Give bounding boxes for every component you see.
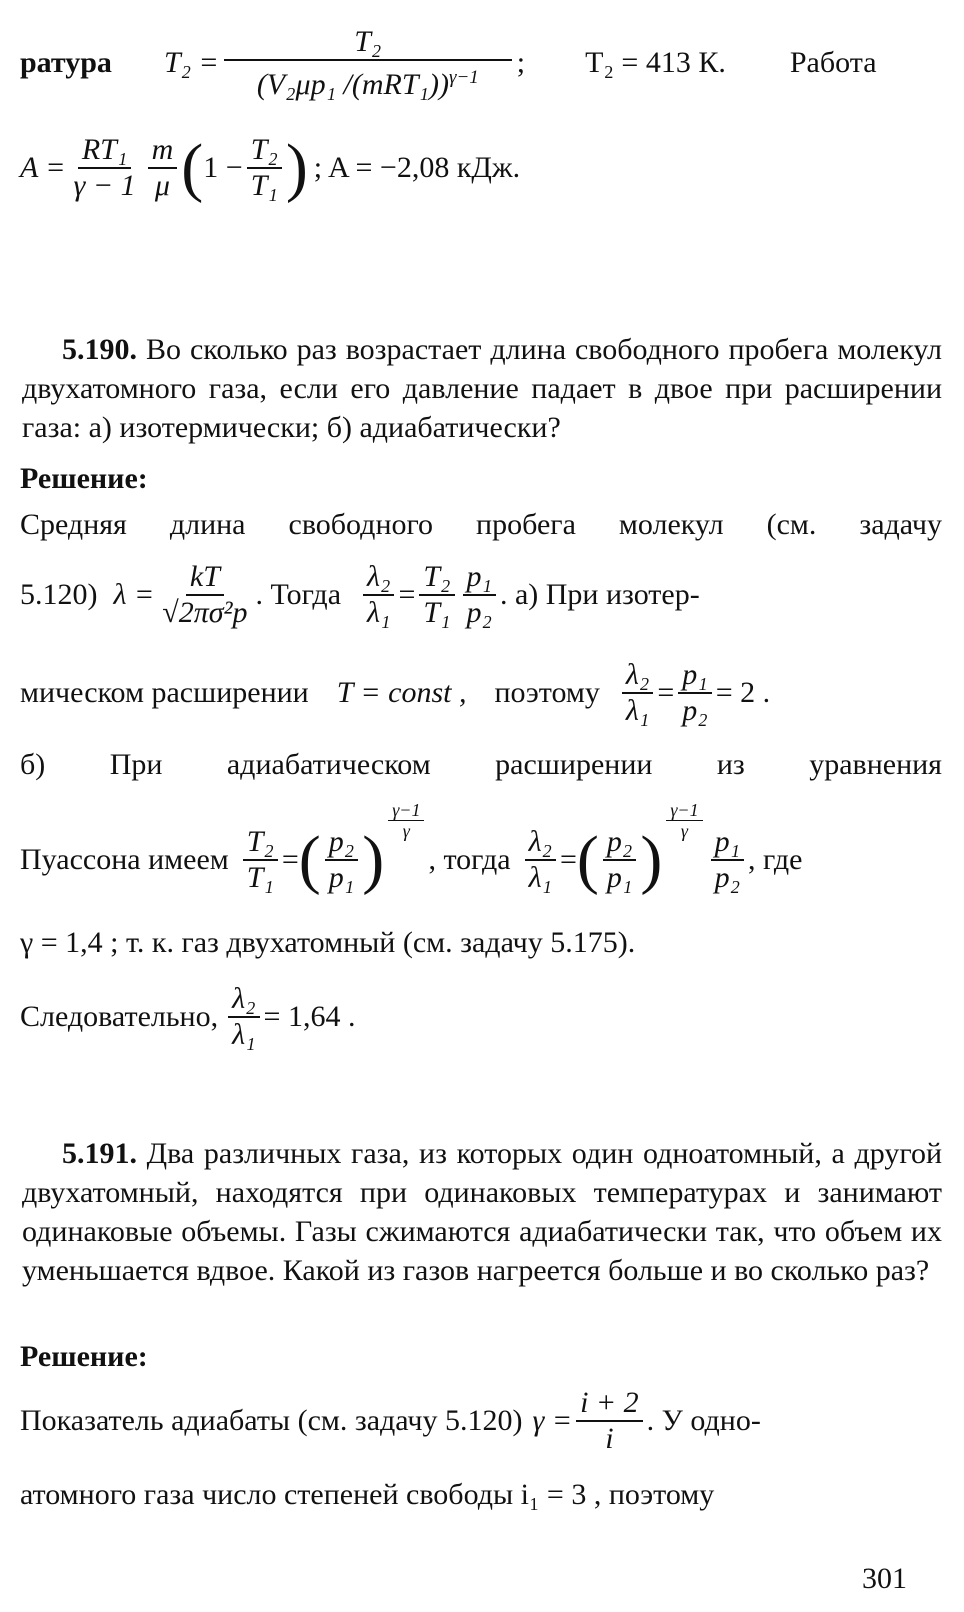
line2-paren-close: ) bbox=[285, 131, 308, 204]
sol190-l5-eq2: = bbox=[560, 843, 577, 876]
line2-f3-den: T₁ bbox=[250, 169, 278, 202]
sol190-l2-eq: = bbox=[398, 578, 416, 611]
sol190-l5-p2-num: p₂ bbox=[603, 825, 636, 861]
line2-f2-num: m bbox=[148, 133, 178, 169]
sol190-line7 bbox=[20, 972, 355, 1062]
sol190-l3-d: = 2 . bbox=[715, 676, 771, 709]
sol190-l5-exp-num: γ−1 bbox=[388, 800, 424, 821]
sol190-l5-f3-den: p₂ bbox=[714, 861, 741, 894]
sol190-l2-ref: 5.120) bbox=[20, 578, 98, 611]
sol190-l2-frac bbox=[158, 560, 251, 630]
line2-frac2 bbox=[148, 133, 178, 203]
sol190-l3-f2-num: p₁ bbox=[678, 658, 711, 694]
sol190-l2-num: kT bbox=[186, 560, 224, 596]
sol191-l1-den: i bbox=[605, 1422, 614, 1455]
sol190-l7-b: = 1,64 . bbox=[263, 1000, 356, 1033]
page-number: 301 bbox=[862, 1562, 907, 1595]
problem-5-190-text: Во сколько раз возрастает длина свободного пробега молекул двухатомного газа, если его давление падает в двое при расширении газа: а) изотермически; б) адиабатически? bbox=[22, 333, 942, 444]
sol190-l2-den: √2πσ²p bbox=[162, 596, 248, 629]
line2-lhs: A = bbox=[20, 151, 66, 184]
sol190-l5-p-den: p₁ bbox=[328, 861, 355, 894]
sol190-l2-then: . Тогда bbox=[255, 578, 342, 611]
line1-fraction bbox=[223, 25, 513, 102]
sol190-l5-where: , где bbox=[748, 843, 803, 876]
sol190-l2-f1-den: λ₁ bbox=[367, 596, 391, 629]
sol190-l3-frac1 bbox=[622, 658, 653, 728]
line2-f2-den: μ bbox=[154, 169, 170, 202]
sol190-line2 bbox=[20, 550, 700, 640]
sol190-l5-pfrac bbox=[325, 825, 358, 895]
sol190-l3-a: мическом расширении bbox=[20, 676, 309, 709]
sol191-line1 bbox=[20, 1376, 761, 1466]
sol190-l5-p2frac bbox=[603, 825, 636, 895]
solution-heading-2: Решение: bbox=[20, 1340, 148, 1373]
problem-5-190-number: 5.190. bbox=[62, 333, 137, 366]
sol190-l7-num: λ₂ bbox=[228, 982, 259, 1018]
sol190-l3-f1-num: λ₂ bbox=[622, 658, 653, 694]
sol191-l1-lhs: γ = bbox=[532, 1404, 573, 1437]
line1-eq-lhs: T₂ = bbox=[163, 46, 219, 79]
sol190-line6: γ = 1,4 ; т. к. газ двухатомный (см. задачу 5.175). bbox=[20, 926, 636, 959]
sol190-l5-f1-num: T₂ bbox=[243, 825, 278, 861]
sol190-l5-f2-den: λ₁ bbox=[528, 861, 552, 894]
sol190-l3-f2-den: p₂ bbox=[682, 694, 708, 727]
line1-word: ратура bbox=[20, 46, 112, 79]
sol190-l7-den: λ₁ bbox=[232, 1018, 256, 1051]
sol190-l2-frac2 bbox=[419, 560, 454, 630]
sol190-l2-frac1 bbox=[363, 560, 394, 630]
sol190-l5-po: ( bbox=[298, 823, 321, 896]
sol191-l1-num: i + 2 bbox=[576, 1386, 643, 1422]
line1-num: T₂ bbox=[224, 25, 512, 61]
solution-heading-1: Решение: bbox=[20, 462, 148, 495]
sol190-l5-pc2: ) bbox=[640, 823, 663, 896]
line2 bbox=[20, 120, 520, 216]
line2-frac3 bbox=[247, 133, 282, 203]
line2-f1-num: RT₁ bbox=[78, 133, 131, 169]
sol190-l2-f3-num: p₁ bbox=[463, 560, 496, 596]
sol190-l7-frac bbox=[228, 982, 259, 1052]
sol190-l3-eq: = bbox=[657, 676, 675, 709]
sol190-l3-frac2 bbox=[678, 658, 711, 728]
sol190-line1: Средняя длина свободного пробега молекул (см. задачу bbox=[20, 508, 942, 541]
sol190-l2-f2-num: T₂ bbox=[419, 560, 454, 596]
sol190-l5-eq: = bbox=[281, 843, 299, 876]
sol190-l5-p2-den: p₁ bbox=[606, 861, 633, 894]
sol190-l5-f1-den: T₁ bbox=[246, 861, 274, 894]
sol190-l5-f3-num: p₁ bbox=[711, 825, 744, 861]
sol190-l2-frac3 bbox=[463, 560, 496, 630]
sol190-l5-exp bbox=[388, 800, 424, 841]
line1-tail: Работа bbox=[789, 46, 877, 79]
sol190-l3-c: поэтому bbox=[494, 676, 600, 709]
sol190-l2-tail: . а) При изотер- bbox=[499, 578, 700, 611]
sol190-l5-f2-num: λ₂ bbox=[525, 825, 556, 861]
sol190-l2-lhs: λ = bbox=[113, 578, 155, 611]
line2-one-minus: 1 − bbox=[203, 151, 243, 184]
sol190-l3-b: T = const , bbox=[336, 676, 467, 709]
sol191-l1-b: . У одно- bbox=[646, 1404, 761, 1437]
sol190-l5-frac2 bbox=[525, 825, 556, 895]
sol190-l7-a: Следовательно, bbox=[20, 1000, 219, 1033]
line2-result: ; A = −2,08 кДж. bbox=[313, 151, 521, 184]
line2-paren-open: ( bbox=[181, 131, 204, 204]
sol190-l5-exp2-den: γ bbox=[680, 820, 688, 841]
sol190-line5 bbox=[20, 800, 802, 920]
sol190-l5-a: Пуассона имеем bbox=[20, 843, 229, 876]
problem-5-191-number: 5.191. bbox=[62, 1137, 137, 1170]
sol190-l5-exp-den: γ bbox=[402, 820, 410, 841]
sol190-l3-f1-den: λ₁ bbox=[625, 694, 650, 727]
sol191-l1-a: Показатель адиабаты (см. задачу 5.120) bbox=[20, 1404, 523, 1437]
line2-f1-den: γ − 1 bbox=[73, 169, 136, 202]
sol190-l2-f1-num: λ₂ bbox=[363, 560, 394, 596]
line1-den-base: (V₂μp₁ /(mRT₁)) bbox=[256, 67, 449, 101]
line1 bbox=[20, 18, 877, 108]
line2-f3-num: T₂ bbox=[247, 133, 282, 169]
sol190-l5-pc: ) bbox=[362, 823, 385, 896]
line1-den bbox=[253, 61, 483, 102]
sol191-l1-frac bbox=[576, 1386, 643, 1456]
sol190-line3 bbox=[20, 648, 770, 738]
problem-5-190 bbox=[22, 330, 942, 447]
sol190-l5-exp2-num: γ−1 bbox=[666, 800, 702, 821]
problem-5-191-text: Два различных газа, из которых один одноатомный, а другой двухатомный, находятся при одинаковых температурах и занимают одинаковые объемы. Газы сжимаются адиабатически так, что объем их уменьшается вдвое. Какой из газов нагреется больше и во сколько раз? bbox=[22, 1137, 942, 1287]
line1-den-exp: γ−1 bbox=[448, 66, 479, 88]
line1-result: T₂ = 413 К. bbox=[585, 46, 726, 79]
sol190-l5-frac3 bbox=[711, 825, 744, 895]
line1-sep: ; bbox=[516, 46, 526, 79]
sol190-l2-f2-den: T₁ bbox=[423, 596, 451, 629]
sol190-l5-p-num: p₂ bbox=[325, 825, 358, 861]
line2-frac1 bbox=[70, 133, 140, 203]
sol190-l5-frac1 bbox=[243, 825, 278, 895]
sol190-l5-exp2 bbox=[666, 800, 702, 841]
problem-5-191 bbox=[22, 1134, 942, 1290]
sol190-l5-po2: ( bbox=[576, 823, 599, 896]
sol190-l2-f3-den: p₂ bbox=[466, 596, 492, 629]
sol191-line2: атомного газа число степеней свободы i₁ = 3 , поэтому bbox=[20, 1478, 715, 1511]
sol190-line4: б) При адиабатическом расширении из уравнения bbox=[20, 748, 942, 781]
sol190-l5-then: , тогда bbox=[428, 843, 511, 876]
